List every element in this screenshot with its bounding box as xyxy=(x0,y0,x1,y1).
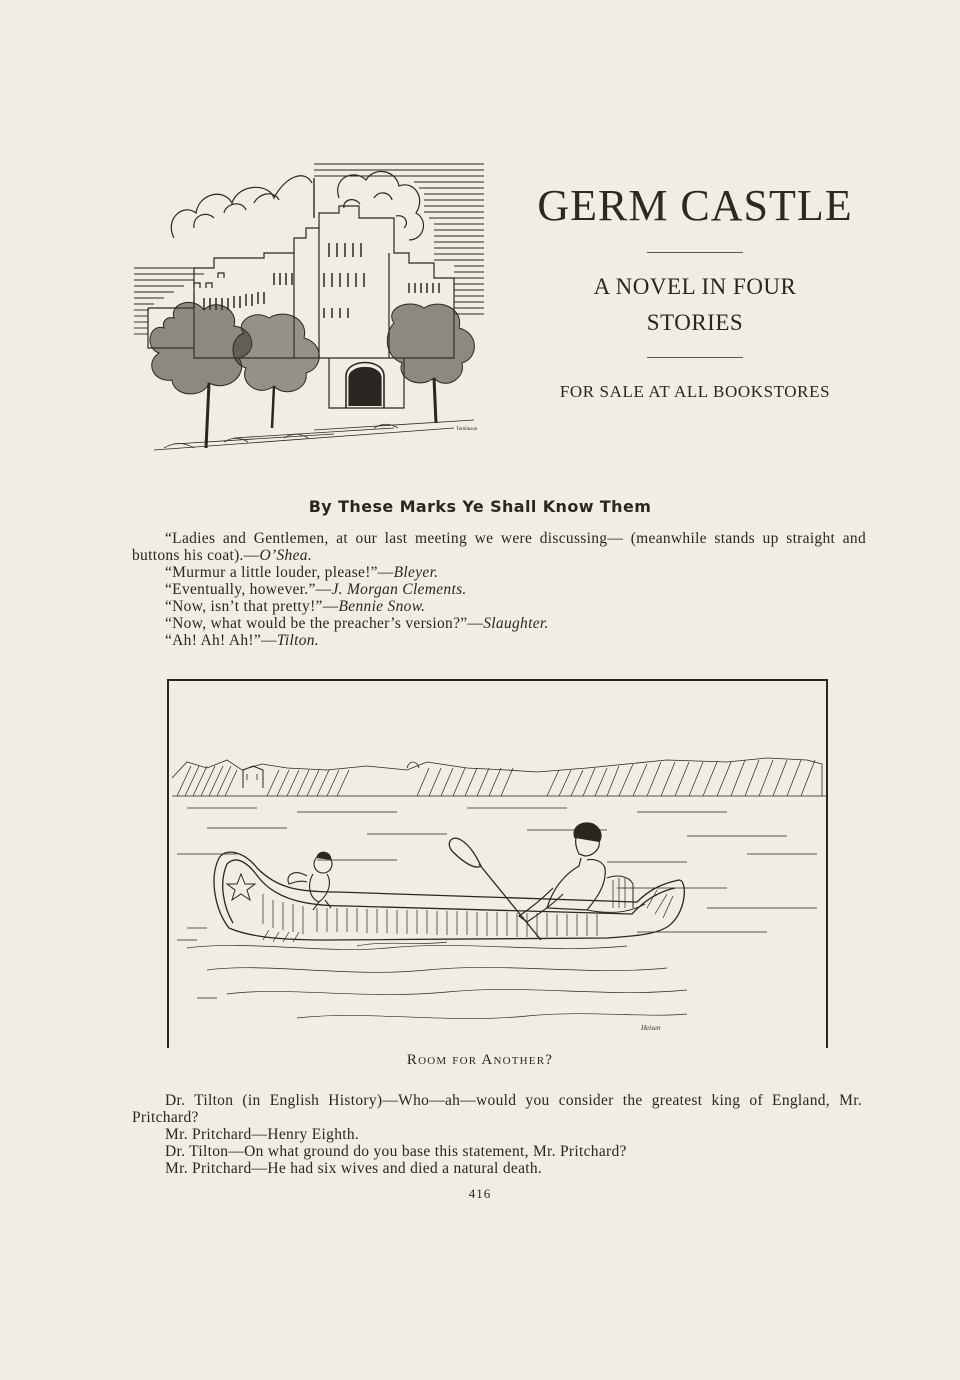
quotes-block xyxy=(132,530,866,649)
dialog-line: Mr. Pritchard—Henry Eighth. xyxy=(165,1126,360,1143)
quote-text: “Murmur a little louder, please!”— xyxy=(165,564,394,581)
dialog-line: Dr. Tilton—On what ground do you base this statement, Mr. Pritchard? xyxy=(165,1143,627,1160)
castle-signature: Tomlinson xyxy=(456,427,478,432)
quote-attribution: J. Morgan Clements. xyxy=(331,581,467,598)
quote-attribution: Tilton. xyxy=(276,632,319,649)
quote-text: “Now, isn’t that pretty!”— xyxy=(165,598,339,615)
divider-rule xyxy=(647,252,743,253)
quote-line xyxy=(132,530,866,564)
quote-text: “Ladies and Gentlemen, at our last meeting we were discussing— (meanwhile stands up straight and buttons his coat).— xyxy=(132,530,866,564)
caption-text: Room for Another? xyxy=(406,1052,554,1068)
sale-notice: FOR SALE AT ALL BOOKSTORES xyxy=(559,382,831,401)
divider-rule xyxy=(647,357,743,358)
quote-text: “Now, what would be the preacher’s version?”— xyxy=(165,615,484,632)
dialog-line: Dr. Tilton (in English History)—Who—ah—would you consider the greatest king of England, Mr. Pritchard? xyxy=(132,1092,862,1126)
illustration-caption xyxy=(0,1052,960,1069)
book-advertisement xyxy=(510,178,880,402)
page-number: 416 xyxy=(468,1186,492,1201)
castle-illustration xyxy=(134,158,484,456)
subtitle-line-1: A NOVEL IN FOUR xyxy=(593,274,797,299)
canoe-signature: Heisen xyxy=(641,1024,661,1032)
quote-attribution: O’Shea. xyxy=(259,547,313,564)
quote-line xyxy=(132,581,866,598)
dialog-block xyxy=(132,1092,862,1177)
quote-line xyxy=(132,615,866,632)
quote-text: “Ah! Ah! Ah!”— xyxy=(165,632,277,649)
far-shore xyxy=(172,758,827,796)
subtitle-line-2: STORIES xyxy=(646,310,744,335)
quote-attribution: Bleyer. xyxy=(393,564,439,581)
book-title: GERM CASTLE xyxy=(537,181,853,230)
trees xyxy=(150,302,474,448)
canoe-illustration xyxy=(167,678,829,1050)
quote-line xyxy=(132,632,866,649)
quote-attribution: Bennie Snow. xyxy=(338,598,426,615)
quote-text: “Eventually, however.”— xyxy=(165,581,332,598)
canoe xyxy=(214,852,684,940)
quote-attribution: Slaughter. xyxy=(483,615,549,632)
book-subtitle xyxy=(510,269,880,341)
woman-figure xyxy=(519,823,645,922)
cupid-figure xyxy=(288,852,332,910)
smoke-clouds xyxy=(171,171,423,240)
ground xyxy=(154,420,474,450)
quote-line xyxy=(132,564,866,581)
section-heading: By These Marks Ye Shall Know Them xyxy=(308,497,652,516)
dialog-line: Mr. Pritchard—He had six wives and died a natural death. xyxy=(165,1160,543,1177)
quote-line xyxy=(132,598,866,615)
